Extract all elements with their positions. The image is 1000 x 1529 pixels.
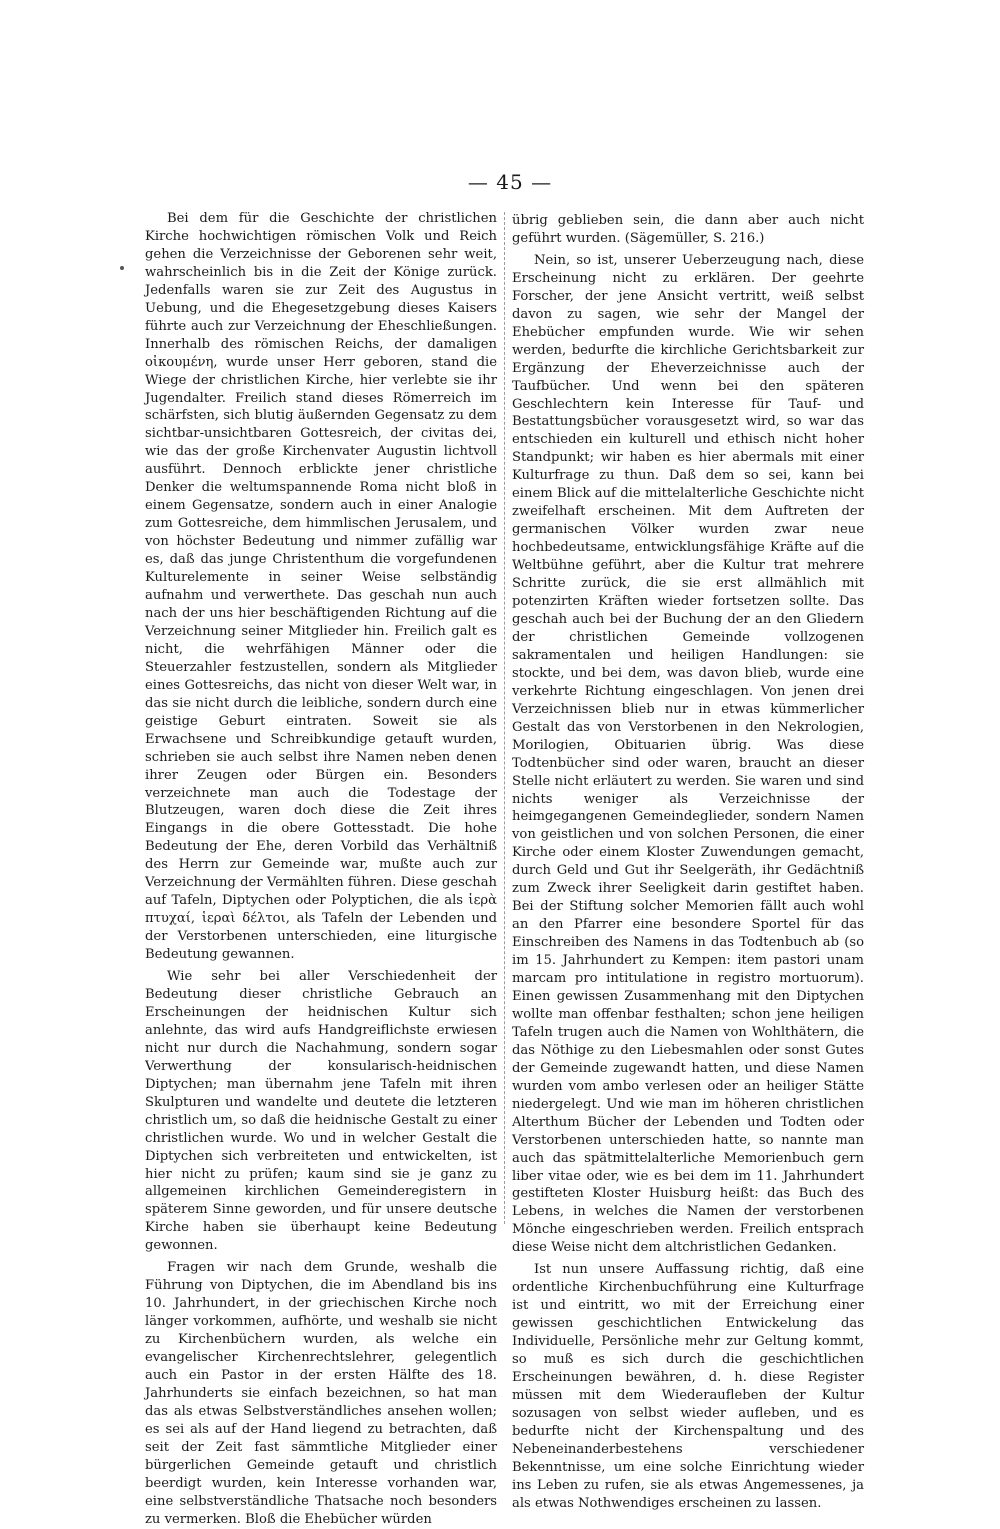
right-column xyxy=(512,212,864,1513)
right-continuation: übrig geblieben sein, die dann aber auch nicht geführt wurden. (Sägemüller, S. 216.) xyxy=(512,213,864,246)
right-paragraph-1: Nein, so ist, unserer Ueberzeugung nach, diese Erscheinung nicht zu erklären. Der geehrte Forscher, der jene Ansicht vertritt, weiß selbst davon zu sagen, wie sehr der Mangel der Ehebücher empfunden wurde. Wie wir sehen werden, bedurfte die kirchliche Gerichtsbarkeit zur Ergänzung der Eheverzeichnisse auch der Taufbücher. Und wenn bei den späteren Geschlechtern kein Interesse für Tauf- und Bestattungsbücher vorausgesetzt wird, so war das entschieden ein kulturell und ethisch nicht hoher Standpunkt; wir haben es hier abermals mit einer Kulturfrage zu thun. Daß dem so sei, kann bei einem Blick auf die mittelalterliche Geschichte nicht zweifelhaft erscheinen. Mit dem Auftreten der germanischen Völker wurden zwar neue hochbedeutsame, entwicklungsfähige Kräfte auf die Weltbühne geführt, aber die Kultur trat mehrere Schritte zurück, die sie erst allmählich mit potenzirten Kräften wieder fortsetzen sollte. Das geschah auch bei der Buchung der an den Gliedern der christlichen Gemeinde vollzogenen sakramentalen und heiligen Handlungen: sie stockte, und bei dem, was davon blieb, wurde eine verkehrte Richtung eingeschlagen. Von jenen drei Verzeichnissen blieb nur in etwas kümmerlicher Gestalt das von Verstorbenen in den Nekrologien, Morilogien, Obituarien übrig. Was diese Todtenbücher sind oder waren, braucht an dieser Stelle nicht erläutert zu werden. Sie waren und sind nichts weniger als Verzeichnisse der heimgegangenen Gemeindeglieder, sondern Namen von geistlichen und von solchen Personen, die einer Kirche oder einem Kloster Zuwendungen gemacht, durch Geld und Gut ihr Seelgeräth, ihr Gedächtniß zum Zweck ihrer Seeligkeit darin gestiftet haben. Bei der Stiftung solcher Memorien fällt auch wohl an den Pfarrer eine besondere Sportel für das Einschreiben des Namens in das Todtenbuch ab (so im 15. Jahrhundert zu Kempen: item pastori unam marcam pro intitulatione in registro mortuorum). Einen gewissen Zusammenhang mit den Diptychen wollte man offenbar festhalten; schon jene heiligen Tafeln trugen auch die Namen von Wohlthätern, die das Nöthige zu den Liebesmahlen oder sonst Gutes der Gemeinde zugewandt hatten, und diese Namen wurden vom ambo verlesen oder an heiliger Stätte niedergelegt. Und wie man im höheren christlichen Alterthum Bücher der Lebenden und Todten oder Verstorbenen unterschieden hatte, so nannte man auch das spätmittelalterliche Memorienbuch gern liber vitae oder, wie es bei dem im 11. Jahrhundert gestifteten Kloster Huisburg heißt: das Buch des Lebens, in welches die Namen der verstorbenen Mönche eingeschrieben werden. Freilich entsprach diese Weise nicht dem altchristlichen Gedanken. xyxy=(512,252,864,1256)
right-paragraph-2: Ist nun unsere Auffassung richtig, daß eine ordentliche Kirchenbuchführung eine Kulturfrage ist und eintritt, wo mit der Erreichung einer gewissen geschichtlichen Entwickelung das Individuelle, Persönliche mehr zur Geltung kommt, so muß es sich durch die geschichtlichen Erscheinungen bewähren, d. h. diese Register müssen mit dem Wiederaufleben der Kultur sozusagen von selbst wieder aufleben, und es bedurfte nicht der Kirchenspaltung und des Nebeneinanderbestehens verschiedener Bekenntnisse, um eine solche Einrichtung wieder ins Leben zu rufen, sie als etwas Angemessenes, ja als etwas Nothwendiges erscheinen zu lassen. xyxy=(512,1262,864,1511)
scan-mark xyxy=(120,266,124,270)
left-paragraph-3: Fragen wir nach dem Grunde, weshalb die Führung von Diptychen, die im Abendland bis ins 10. Jahrhundert, in der griechischen Kirche noch länger vorkommen, aufhörte, und weshalb sie nicht zu Kirchenbüchern wurden, als welche ein evangelischer Kirchenrechtslehrer, gelegentlich auch ein Pastor in der ersten Hälfte des 18. Jahrhunderts sie einfach bezeichnen, so hat man das als etwas Selbstverständliches ansehen wollen; es sei als auf der Hand liegend zu betrachten, daß seit der Zeit fast sämmtliche Mitglieder einer bürgerlichen Gemeinde getauft und christlich beerdigt wurden, kein Interesse vorhanden war, eine selbstverständliche Thatsache noch besonders zu vermerken. Bloß die Ehebücher würden xyxy=(145,1260,497,1527)
left-paragraph-2: Wie sehr bei aller Verschiedenheit der Bedeutung dieser christliche Gebrauch an Erscheinungen der heidnischen Kultur sich anlehnte, das wird aufs Handgreiflichste erwiesen nicht nur durch die Nachahmung, sondern sogar Verwerthung der konsularisch-heidnischen Diptychen; man übernahm jene Tafeln mit ihren Skulpturen und wandelte und deutete die letzteren christlich um, so daß die heidnische Gestalt zu einer christlichen wurde. Wo und in welcher Gestalt die Diptychen sich verbreiteten und entwickelten, ist hier nicht zu prüfen; kaum sind sie je ganz zu allgemeinen kirchlichen Gemeinderegistern in späterem Sinne geworden, und für unsere deutsche Kirche haben sie überhaupt keine Bedeutung gewonnen. xyxy=(145,969,497,1254)
page-number: — 45 — xyxy=(467,170,553,194)
column-divider xyxy=(504,212,505,1224)
left-paragraph-1: Bei dem für die Geschichte der christlichen Kirche hochwichtigen römischen Volk und Reich gehen die Verzeichnisse der Geborenen sehr weit, wahrscheinlich bis in die Zeit der Könige zurück. Jedenfalls waren sie zur Zeit des Augustus in Uebung, und die Ehegesetzgebung dieses Kaisers führte auch zur Verzeichnung der Eheschließungen. Innerhalb des römischen Reichs, der damaligen οἰκουμένη, wurde unser Herr geboren, stand die Wiege der christlichen Kirche, hier verlebte sie ihr Jugendalter. Freilich stand dieses Römerreich im schärfsten, sich blutig äußernden Gegensatz zu dem sichtbar-unsichtbaren Gottesreich, der civitas dei, wie das der große Kirchenvater Augustin lichtvoll ausführt. Dennoch erblickte jener christliche Denker die weltumspannende Roma nicht bloß in einem Gegensatze, sondern auch in einer Analogie zum Gottesreiche, dem himmlischen Jerusalem, und von höchster Bedeutung und nimmer zufällig war es, daß das junge Christenthum die vorgefundenen Kulturelemente in seiner Weise selbständig aufnahm und verwerthete. Das geschah nun auch nach der uns hier beschäftigenden Richtung auf die Verzeichnung seiner Mitglieder hin. Freilich galt es nicht, die wehrfähigen Männer oder die Steuerzahler festzustellen, sondern als Mitglieder eines Gottesreichs, das nicht von dieser Welt war, in das sie nicht durch die leibliche, sondern durch eine geistige Geburt eintraten. Soweit sie als Erwachsene und Schreibkundige getauft wurden, schrieben sie auch selbst ihre Namen neben denen ihrer Zeugen oder Bürgen ein. Besonders verzeichnete man auch die Todestage der Blutzeugen, waren doch diese die Zeit ihres Eingangs in die obere Gottesstadt. Die hohe Bedeutung der Ehe, deren Vorbild das Verhältniß des Herrn zur Gemeinde war, mußte auch zur Verzeichnung der Vermählten führen. Diese geschah auf Tafeln, Diptychen oder Polyptichen, die als ἱερὰ πτυχαί, ἱεραὶ δέλτοι, als Tafeln der Lebenden und der Verstorbenen unterschieden, eine liturgische Bedeutung gewannen. xyxy=(145,211,497,963)
left-column xyxy=(145,210,497,1529)
